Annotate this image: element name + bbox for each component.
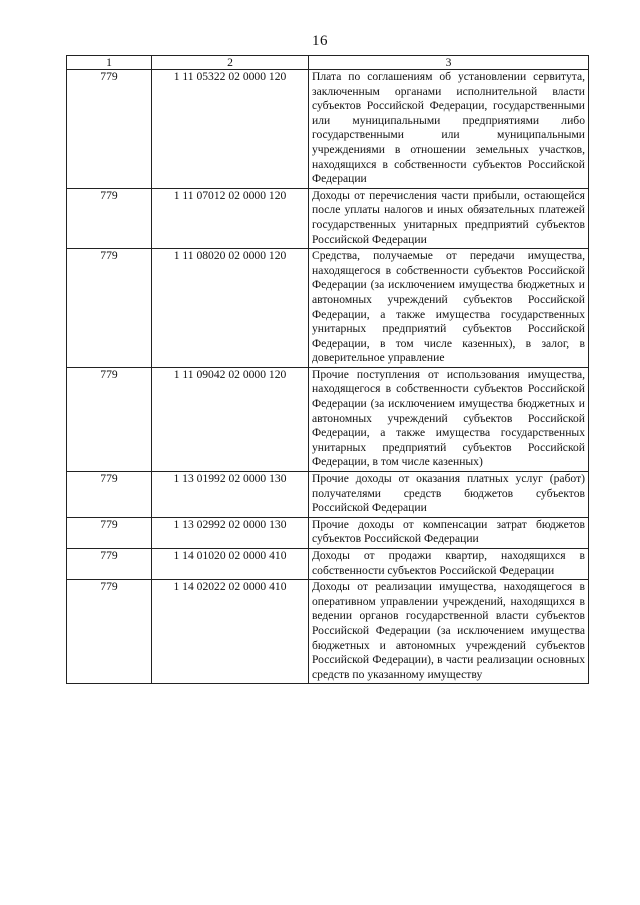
revenue-code-cell: 1 11 09042 02 0000 120 (152, 367, 309, 471)
description-cell: Доходы от перечисления части прибыли, остающейся после уплаты налогов и иных обязательных платежей государственных унитарных предприятий субъектов Российской Федерации (309, 188, 589, 248)
description-cell: Доходы от продажи квартир, находящихся в собственности субъектов Российской Федерации (309, 549, 589, 580)
admin-code-cell: 779 (67, 70, 152, 189)
admin-code-cell: 779 (67, 580, 152, 684)
table-row (67, 70, 589, 189)
table-row (67, 188, 589, 248)
table-row (67, 472, 589, 518)
admin-code-cell: 779 (67, 549, 152, 580)
column-header-2: 2 (152, 56, 309, 70)
revenue-code-cell: 1 13 02992 02 0000 130 (152, 517, 309, 548)
description-cell: Средства, получаемые от передачи имущества, находящегося в собственности субъектов Российской Федерации (за исключением имущества бюджетных и автономных учреждений субъектов Российской Федерации, а также имущества государственных унитарных предприятий субъектов Российской Федерации, в том числе казенных), в залог, в доверительное управление (309, 249, 589, 368)
table-row (67, 367, 589, 471)
revenue-code-cell: 1 11 05322 02 0000 120 (152, 70, 309, 189)
column-header-1: 1 (67, 56, 152, 70)
table-row (67, 517, 589, 548)
description-cell: Прочие поступления от использования имущества, находящегося в собственности субъектов Российской Федерации (за исключением имущества бюджетных и автономных учреждений субъектов Российской Федерации, а также имущества государственных унитарных предприятий субъектов Российской Федерации, в том числе казенных) (309, 367, 589, 471)
revenue-code-cell: 1 11 08020 02 0000 120 (152, 249, 309, 368)
table-row (67, 249, 589, 368)
table-row (67, 549, 589, 580)
admin-code-cell: 779 (67, 249, 152, 368)
admin-code-cell: 779 (67, 472, 152, 518)
description-cell: Прочие доходы от оказания платных услуг (работ) получателями средств бюджетов субъектов Российской Федерации (309, 472, 589, 518)
table-row (67, 580, 589, 684)
revenue-code-cell: 1 13 01992 02 0000 130 (152, 472, 309, 518)
description-cell: Прочие доходы от компенсации затрат бюджетов субъектов Российской Федерации (309, 517, 589, 548)
table-header-row (67, 56, 589, 70)
page-number: 16 (312, 33, 328, 49)
revenue-code-cell: 1 14 01020 02 0000 410 (152, 549, 309, 580)
admin-code-cell: 779 (67, 188, 152, 248)
revenue-code-cell: 1 11 07012 02 0000 120 (152, 188, 309, 248)
admin-code-cell: 779 (67, 517, 152, 548)
revenue-code-cell: 1 14 02022 02 0000 410 (152, 580, 309, 684)
column-header-3: 3 (309, 56, 589, 70)
description-cell: Плата по соглашениям об установлении сервитута, заключенным органами исполнительной власти субъектов Российской Федерации, государственными или муниципальными предприятиями либо государственными или муниципальными учреждениями в отношении земельных участков, находящихся в собственности субъектов Российской Федерации (309, 70, 589, 189)
description-cell: Доходы от реализации имущества, находящегося в оперативном управлении учреждений, находящихся в ведении органов государственной власти субъектов Российской Федерации (за исключением имущества бюджетных и автономных учреждений субъектов Российской Федерации), в части реализации основных средств по указанному имуществу (309, 580, 589, 684)
admin-code-cell: 779 (67, 367, 152, 471)
revenue-codes-table (66, 55, 589, 684)
